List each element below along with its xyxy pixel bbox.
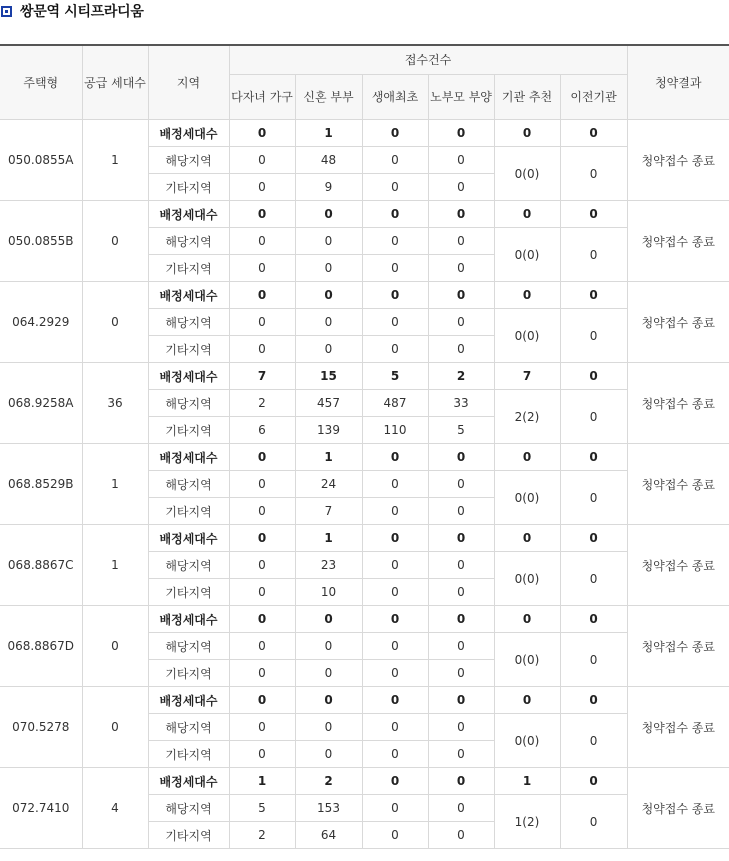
other-value-cell: 0	[428, 498, 494, 525]
allocated-value-cell: 1	[295, 120, 362, 147]
allocated-value-cell: 0	[229, 120, 295, 147]
local-value-cell: 0	[229, 633, 295, 660]
local-value-cell: 0	[229, 714, 295, 741]
allocated-value-cell: 0	[428, 768, 494, 795]
allocated-value-cell: 0	[295, 606, 362, 633]
allocated-value-cell: 5	[362, 363, 428, 390]
other-value-cell: 0	[362, 741, 428, 768]
row-label-local: 해당지역	[148, 471, 229, 498]
row-label-allocated: 배정세대수	[148, 201, 229, 228]
row-label-allocated: 배정세대수	[148, 282, 229, 309]
supply-units-cell: 36	[82, 363, 148, 444]
allocated-value-cell: 0	[560, 282, 627, 309]
other-value-cell: 0	[229, 741, 295, 768]
allocated-value-cell: 0	[362, 525, 428, 552]
local-value-cell: 0	[362, 471, 428, 498]
allocated-value-cell: 0	[362, 120, 428, 147]
row-label-allocated: 배정세대수	[148, 525, 229, 552]
other-value-cell: 0	[428, 174, 494, 201]
other-value-cell: 0	[229, 660, 295, 687]
header-supply-units: 공급 세대수	[82, 45, 148, 120]
other-value-cell: 0	[362, 174, 428, 201]
agency-recommend-cell: 2(2)	[494, 390, 560, 444]
other-value-cell: 5	[428, 417, 494, 444]
local-value-cell: 0	[295, 309, 362, 336]
local-value-cell: 2	[229, 390, 295, 417]
other-value-cell: 0	[428, 660, 494, 687]
header-applications: 접수건수	[229, 45, 627, 75]
square-bullet-icon	[1, 6, 12, 17]
local-value-cell: 0	[229, 552, 295, 579]
local-value-cell: 33	[428, 390, 494, 417]
other-value-cell: 9	[295, 174, 362, 201]
supply-units-cell: 4	[82, 768, 148, 849]
agency-recommend-cell: 0(0)	[494, 228, 560, 282]
allocated-value-cell: 0	[428, 525, 494, 552]
supply-units-cell: 0	[82, 282, 148, 363]
housing-type-cell: 050.0855B	[0, 201, 82, 282]
local-value-cell: 0	[295, 633, 362, 660]
allocated-value-cell: 0	[362, 606, 428, 633]
housing-type-cell: 068.9258A	[0, 363, 82, 444]
allocated-value-cell: 0	[229, 606, 295, 633]
row-label-allocated: 배정세대수	[148, 444, 229, 471]
header-agency-recommend: 기관 추천	[494, 75, 560, 120]
local-value-cell: 0	[229, 309, 295, 336]
allocated-value-cell: 0	[494, 201, 560, 228]
housing-type-cell: 068.8867D	[0, 606, 82, 687]
agency-recommend-cell: 0(0)	[494, 552, 560, 606]
allocated-value-cell: 0	[428, 201, 494, 228]
relocated-agency-cell: 0	[560, 795, 627, 849]
table-row-allocated	[0, 120, 729, 147]
allocated-value-cell: 0	[560, 120, 627, 147]
housing-type-cell: 050.0855A	[0, 120, 82, 201]
other-value-cell: 64	[295, 822, 362, 849]
allocated-value-cell: 0	[229, 282, 295, 309]
allocated-value-cell: 0	[229, 687, 295, 714]
agency-recommend-cell: 0(0)	[494, 714, 560, 768]
page-header	[0, 0, 144, 22]
relocated-agency-cell: 0	[560, 309, 627, 363]
local-value-cell: 0	[428, 147, 494, 174]
housing-type-cell: 064.2929	[0, 282, 82, 363]
allocated-value-cell: 2	[428, 363, 494, 390]
other-value-cell: 0	[295, 255, 362, 282]
agency-recommend-cell: 0(0)	[494, 471, 560, 525]
allocated-value-cell: 0	[362, 768, 428, 795]
allocated-value-cell: 0	[428, 444, 494, 471]
result-cell: 청약접수 종료	[627, 606, 729, 687]
local-value-cell: 0	[229, 228, 295, 255]
allocated-value-cell: 1	[295, 444, 362, 471]
other-value-cell: 0	[362, 822, 428, 849]
other-value-cell: 110	[362, 417, 428, 444]
allocated-value-cell: 0	[494, 525, 560, 552]
relocated-agency-cell: 0	[560, 228, 627, 282]
allocated-value-cell: 0	[494, 120, 560, 147]
other-value-cell: 0	[295, 741, 362, 768]
row-label-other: 기타지역	[148, 417, 229, 444]
header-first-time: 생애최초	[362, 75, 428, 120]
row-label-allocated: 배정세대수	[148, 606, 229, 633]
other-value-cell: 0	[295, 660, 362, 687]
other-value-cell: 0	[229, 579, 295, 606]
local-value-cell: 0	[362, 633, 428, 660]
allocated-value-cell: 0	[560, 525, 627, 552]
row-label-other: 기타지역	[148, 660, 229, 687]
agency-recommend-cell: 0(0)	[494, 147, 560, 201]
row-label-other: 기타지역	[148, 741, 229, 768]
allocated-value-cell: 7	[494, 363, 560, 390]
relocated-agency-cell: 0	[560, 633, 627, 687]
row-label-other: 기타지역	[148, 174, 229, 201]
allocated-value-cell: 0	[428, 120, 494, 147]
local-value-cell: 0	[229, 471, 295, 498]
allocated-value-cell: 0	[229, 201, 295, 228]
housing-type-cell: 068.8529B	[0, 444, 82, 525]
local-value-cell: 0	[295, 228, 362, 255]
relocated-agency-cell: 0	[560, 714, 627, 768]
local-value-cell: 0	[428, 633, 494, 660]
other-value-cell: 0	[229, 498, 295, 525]
allocated-value-cell: 0	[494, 282, 560, 309]
table-row-allocated	[0, 687, 729, 714]
relocated-agency-cell: 0	[560, 390, 627, 444]
row-label-local: 해당지역	[148, 309, 229, 336]
local-value-cell: 0	[362, 552, 428, 579]
row-label-allocated: 배정세대수	[148, 363, 229, 390]
result-cell: 청약접수 종료	[627, 363, 729, 444]
other-value-cell: 0	[428, 822, 494, 849]
local-value-cell: 0	[362, 795, 428, 822]
result-cell: 청약접수 종료	[627, 201, 729, 282]
agency-recommend-cell: 1(2)	[494, 795, 560, 849]
other-value-cell: 6	[229, 417, 295, 444]
agency-recommend-cell: 0(0)	[494, 633, 560, 687]
allocated-value-cell: 1	[229, 768, 295, 795]
allocated-value-cell: 0	[295, 687, 362, 714]
supply-units-cell: 1	[82, 120, 148, 201]
allocated-value-cell: 0	[494, 606, 560, 633]
allocated-value-cell: 0	[560, 201, 627, 228]
result-cell: 청약접수 종료	[627, 525, 729, 606]
local-value-cell: 0	[362, 147, 428, 174]
allocated-value-cell: 2	[295, 768, 362, 795]
allocated-value-cell: 7	[229, 363, 295, 390]
allocated-value-cell: 0	[362, 201, 428, 228]
other-value-cell: 7	[295, 498, 362, 525]
other-value-cell: 139	[295, 417, 362, 444]
header-relocated-agency: 이전기관	[560, 75, 627, 120]
supply-units-cell: 0	[82, 201, 148, 282]
row-label-other: 기타지역	[148, 255, 229, 282]
other-value-cell: 0	[362, 336, 428, 363]
other-value-cell: 0	[428, 741, 494, 768]
local-value-cell: 0	[428, 471, 494, 498]
allocated-value-cell: 0	[362, 282, 428, 309]
allocated-value-cell: 0	[229, 525, 295, 552]
table-row-allocated	[0, 444, 729, 471]
other-value-cell: 0	[428, 579, 494, 606]
row-label-allocated: 배정세대수	[148, 768, 229, 795]
row-label-allocated: 배정세대수	[148, 687, 229, 714]
local-value-cell: 0	[229, 147, 295, 174]
allocated-value-cell: 0	[295, 201, 362, 228]
application-results-table	[0, 44, 729, 849]
local-value-cell: 0	[362, 309, 428, 336]
allocated-value-cell: 0	[560, 606, 627, 633]
page-title: 쌍문역 시티프라디움	[20, 4, 144, 20]
allocated-value-cell: 0	[494, 687, 560, 714]
header-multi-child: 다자녀 가구	[229, 75, 295, 120]
row-label-local: 해당지역	[148, 633, 229, 660]
local-value-cell: 0	[428, 228, 494, 255]
allocated-value-cell: 0	[560, 768, 627, 795]
local-value-cell: 487	[362, 390, 428, 417]
allocated-value-cell: 0	[229, 444, 295, 471]
agency-recommend-cell: 0(0)	[494, 309, 560, 363]
allocated-value-cell: 0	[362, 687, 428, 714]
allocated-value-cell: 0	[428, 282, 494, 309]
row-label-other: 기타지역	[148, 822, 229, 849]
other-value-cell: 0	[428, 255, 494, 282]
header-result: 청약결과	[627, 45, 729, 120]
header-elderly-parent: 노부모 부양	[428, 75, 494, 120]
result-cell: 청약접수 종료	[627, 120, 729, 201]
relocated-agency-cell: 0	[560, 471, 627, 525]
allocated-value-cell: 0	[560, 687, 627, 714]
allocated-value-cell: 1	[295, 525, 362, 552]
row-label-local: 해당지역	[148, 390, 229, 417]
local-value-cell: 0	[428, 795, 494, 822]
other-value-cell: 0	[295, 336, 362, 363]
housing-type-cell: 072.7410	[0, 768, 82, 849]
result-cell: 청약접수 종료	[627, 768, 729, 849]
housing-type-cell: 068.8867C	[0, 525, 82, 606]
row-label-local: 해당지역	[148, 714, 229, 741]
allocated-value-cell: 0	[295, 282, 362, 309]
housing-type-cell: 070.5278	[0, 687, 82, 768]
allocated-value-cell: 0	[494, 444, 560, 471]
other-value-cell: 0	[362, 579, 428, 606]
allocated-value-cell: 0	[428, 606, 494, 633]
supply-units-cell: 0	[82, 687, 148, 768]
row-label-local: 해당지역	[148, 147, 229, 174]
row-label-allocated: 배정세대수	[148, 120, 229, 147]
header-newlywed: 신혼 부부	[295, 75, 362, 120]
supply-units-cell: 0	[82, 606, 148, 687]
result-cell: 청약접수 종료	[627, 282, 729, 363]
allocated-value-cell: 15	[295, 363, 362, 390]
result-cell: 청약접수 종료	[627, 444, 729, 525]
other-value-cell: 0	[229, 255, 295, 282]
local-value-cell: 0	[428, 714, 494, 741]
local-value-cell: 0	[362, 228, 428, 255]
table-row-allocated	[0, 282, 729, 309]
other-value-cell: 0	[362, 498, 428, 525]
table-row-allocated	[0, 606, 729, 633]
allocated-value-cell: 1	[494, 768, 560, 795]
local-value-cell: 0	[362, 714, 428, 741]
other-value-cell: 0	[428, 336, 494, 363]
result-cell: 청약접수 종료	[627, 687, 729, 768]
supply-units-cell: 1	[82, 444, 148, 525]
other-value-cell: 2	[229, 822, 295, 849]
table-row-allocated	[0, 525, 729, 552]
header-region: 지역	[148, 45, 229, 120]
other-value-cell: 0	[362, 255, 428, 282]
row-label-other: 기타지역	[148, 579, 229, 606]
supply-units-cell: 1	[82, 525, 148, 606]
allocated-value-cell: 0	[428, 687, 494, 714]
header-housing-type: 주택형	[0, 45, 82, 120]
allocated-value-cell: 0	[560, 444, 627, 471]
allocated-value-cell: 0	[560, 363, 627, 390]
local-value-cell: 23	[295, 552, 362, 579]
local-value-cell: 457	[295, 390, 362, 417]
local-value-cell: 0	[295, 714, 362, 741]
local-value-cell: 153	[295, 795, 362, 822]
other-value-cell: 0	[229, 174, 295, 201]
local-value-cell: 24	[295, 471, 362, 498]
local-value-cell: 0	[428, 552, 494, 579]
row-label-local: 해당지역	[148, 795, 229, 822]
other-value-cell: 10	[295, 579, 362, 606]
row-label-other: 기타지역	[148, 498, 229, 525]
other-value-cell: 0	[229, 336, 295, 363]
relocated-agency-cell: 0	[560, 552, 627, 606]
allocated-value-cell: 0	[362, 444, 428, 471]
relocated-agency-cell: 0	[560, 147, 627, 201]
table-row-allocated	[0, 363, 729, 390]
local-value-cell: 5	[229, 795, 295, 822]
row-label-local: 해당지역	[148, 228, 229, 255]
other-value-cell: 0	[362, 660, 428, 687]
row-label-local: 해당지역	[148, 552, 229, 579]
table-row-allocated	[0, 201, 729, 228]
table-row-allocated	[0, 768, 729, 795]
row-label-other: 기타지역	[148, 336, 229, 363]
local-value-cell: 48	[295, 147, 362, 174]
local-value-cell: 0	[428, 309, 494, 336]
